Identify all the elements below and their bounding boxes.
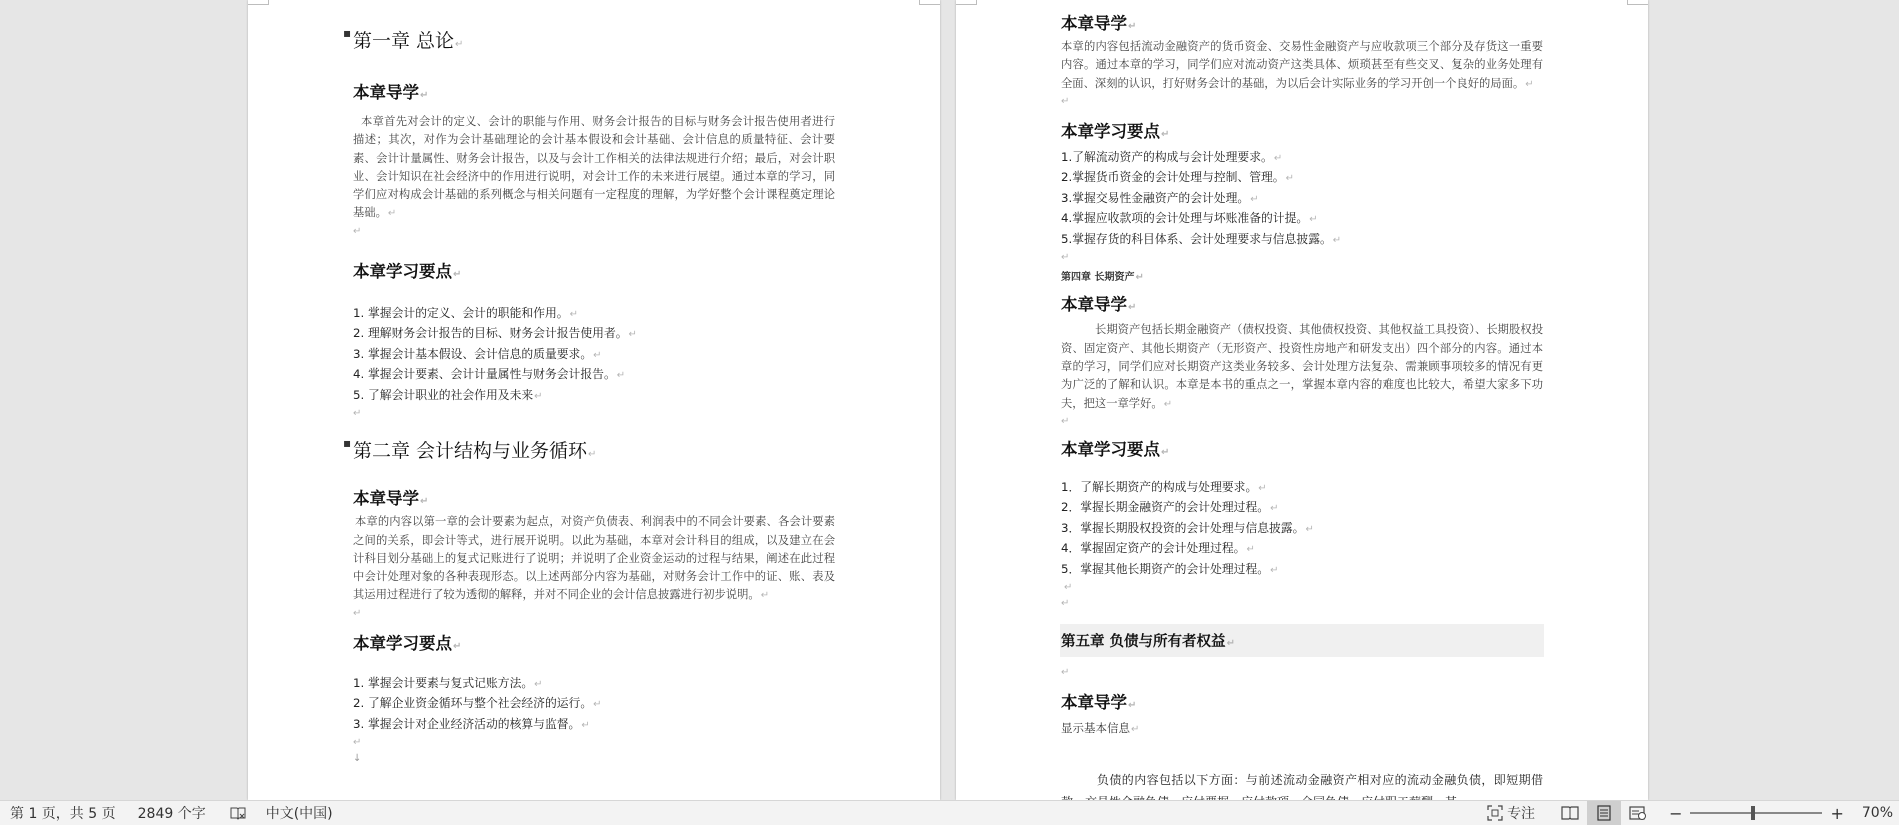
chapter-1-intro-heading[interactable]: 本章导学↵ xyxy=(353,83,429,102)
document-page-1[interactable] xyxy=(248,0,940,800)
read-mode-icon xyxy=(1561,806,1579,820)
chapter-3-points-heading[interactable]: 本章学习要点↵ xyxy=(1061,121,1170,141)
page-break-arrow-icon: ↓ xyxy=(353,753,362,765)
empty-paragraph: ↵ xyxy=(1061,598,1070,610)
chapter-2-title[interactable]: ▪ 第二章 会计结构与业务循环↵ xyxy=(343,436,597,463)
empty-paragraph: ↵ xyxy=(353,408,362,420)
chapter-4-points-list[interactable] xyxy=(1061,478,1543,581)
empty-paragraph: ↵ xyxy=(1061,415,1070,427)
zoom-level[interactable]: 70% xyxy=(1861,805,1893,821)
web-layout-button[interactable] xyxy=(1621,801,1655,825)
list-item[interactable]: 3. 掌握会计基本假设、会计信息的质量要求。↵ xyxy=(353,346,602,361)
proofing-indicator[interactable] xyxy=(206,806,246,820)
read-mode-button[interactable] xyxy=(1553,801,1587,825)
list-item[interactable]: 4.掌握应收款项的会计处理与坏账准备的计提。↵ xyxy=(1061,211,1318,226)
chapter-2-points-heading[interactable]: 本章学习要点↵ xyxy=(353,633,462,653)
show-basic-info-text[interactable]: 显示基本信息↵ xyxy=(1061,721,1140,736)
print-layout-button[interactable] xyxy=(1587,801,1621,825)
list-item[interactable]: 3.掌握交易性金融资产的会计处理。↵ xyxy=(1061,190,1259,205)
list-item[interactable]: 5．掌握其他长期资产的会计处理过程。↵ xyxy=(1061,561,1279,576)
page-corner-mark xyxy=(919,0,940,5)
list-item[interactable]: 1．了解长期资产的构成与处理要求。↵ xyxy=(1061,479,1267,494)
status-bar-right xyxy=(1487,801,1899,825)
chapter-3-intro-paragraph[interactable]: 本章的内容包括流动金融资产的货币资金、交易性金融资产与应收款项三个部分及存货这一重要内容。通过本章的学习，同学们应对流动资产这类具体、烦琐甚至有些交叉、复杂的业务处理有全面、深刻的认识，打好财务会计的基础，为以后会计实际业务的学习开创一个良好的局面。↵ xyxy=(1061,40,1543,90)
empty-paragraph: ↵ xyxy=(353,607,362,619)
zoom-slider-thumb[interactable] xyxy=(1751,806,1755,820)
list-item[interactable]: 3. 掌握会计对企业经济活动的核算与监督。↵ xyxy=(353,716,590,731)
status-bar xyxy=(0,800,1899,825)
empty-paragraph: ↵ xyxy=(1061,95,1070,107)
chapter-1-intro-paragraph[interactable]: 本章首先对会计的定义、会计的职能与作用、财务会计报告的目标与财务会计报告使用者进行描述；其次，对作为会计基础理论的会计基本假设和会计基础、会计信息的质量特征、会计要素、会计计量属性、财务会计报告，以及与会计工作相关的法律法规进行介绍；最后，对会计职业、会计知识在社会经济中的作用进行说明，对会计工作的未来进行展望。通过本章的学习，同学们应对构成会计基础的系列概念与相关问题有一定程度的理解，为学好整个会计课程奠定理论基础。↵ xyxy=(353,115,835,220)
chapter-5-intro-paragraph[interactable]: 负债的内容包括以下方面：与前述流动金融资产相对应的流动金融负债，即短期借 xyxy=(1097,773,1543,788)
empty-paragraph: ↵ xyxy=(1061,252,1070,264)
page-corner-mark xyxy=(1627,0,1648,5)
empty-paragraph: ↵ xyxy=(1064,582,1073,594)
web-layout-icon xyxy=(1629,805,1647,821)
print-layout-icon xyxy=(1597,805,1611,821)
chapter-3-points-list[interactable] xyxy=(1061,148,1543,251)
chapter-1-points-list[interactable] xyxy=(353,304,835,407)
focus-mode-button[interactable]: 专注 xyxy=(1487,803,1535,823)
page-corner-mark xyxy=(248,0,269,5)
chapter-4-intro-heading[interactable]: 本章导学↵ xyxy=(1061,295,1137,315)
chapter-4-title[interactable]: 第四章 长期资产↵ xyxy=(1061,272,1144,284)
heading-bullet-icon: ▪ xyxy=(343,26,352,40)
list-item[interactable]: 2. 理解财务会计报告的目标、财务会计报告使用者。↵ xyxy=(353,326,637,341)
chapter-4-intro-paragraph[interactable]: 长期资产包括长期金融资产（债权投资、其他债权投资、其他权益工具投资）、长期股权投资、固定资产、其他长期资产（无形资产、投资性房地产和研发支出）四个部分的内容。通过本章的学习，同学们应对长期资产这类业务较多、会计处理方法复杂、需兼顾事项较多的情况有更为广泛的了解和认识。本章是本书的重点之一，掌握本章内容的难度也比较大，希望大家多下功夫，把这一章学好。↵ xyxy=(1061,323,1543,410)
list-item[interactable]: 5.掌握存货的科目体系、会计处理要求与信息披露。↵ xyxy=(1061,231,1342,246)
chapter-3-intro-heading[interactable]: 本章导学↵ xyxy=(1061,14,1137,33)
list-item[interactable]: 1. 掌握会计的定义、会计的职能和作用。↵ xyxy=(353,305,578,320)
chapter-2-intro-heading[interactable]: 本章导学↵ xyxy=(353,489,429,509)
word-count-indicator[interactable]: 2849 个字 xyxy=(137,806,206,822)
chapter-5-intro-heading[interactable]: 本章导学↵ xyxy=(1061,693,1137,713)
zoom-out-button[interactable]: − xyxy=(1669,803,1683,823)
heading-bullet-icon: ▪ xyxy=(343,436,352,451)
document-page-2[interactable] xyxy=(956,0,1648,800)
chapter-2-points-list[interactable] xyxy=(353,674,835,736)
zoom-in-button[interactable]: + xyxy=(1830,803,1844,823)
list-item[interactable]: 4. 掌握会计要素、会计计量属性与财务会计报告。↵ xyxy=(353,367,626,382)
list-item[interactable]: 1. 掌握会计要素与复式记账方法。↵ xyxy=(353,675,543,690)
list-item[interactable]: 2.掌握货币资金的会计处理与控制、管理。↵ xyxy=(1061,170,1294,185)
focus-icon xyxy=(1487,805,1503,821)
list-item[interactable]: 4．掌握固定资产的会计处理过程。↵ xyxy=(1061,541,1255,556)
list-item[interactable]: 2. 了解企业资金循环与整个社会经济的运行。↵ xyxy=(353,696,602,711)
chapter-4-points-heading[interactable]: 本章学习要点↵ xyxy=(1061,439,1170,459)
chapter-1-points-heading[interactable]: 本章学习要点↵ xyxy=(353,261,462,281)
language-indicator[interactable]: 中文(中国) xyxy=(265,806,333,822)
zoom-slider[interactable] xyxy=(1690,812,1822,814)
empty-paragraph: ↵ xyxy=(353,737,362,749)
page-corner-mark xyxy=(956,0,977,5)
list-item[interactable]: 5. 了解会计职业的社会作用及未来↵ xyxy=(353,387,543,402)
empty-paragraph: ↵ xyxy=(353,225,362,237)
chapter-5-title[interactable]: 第五章 负债与所有者权益↵ xyxy=(1060,624,1544,657)
page-count-indicator[interactable]: 第 1 页，共 5 页 xyxy=(10,806,116,822)
empty-paragraph: ↵ xyxy=(1061,667,1070,679)
list-item[interactable]: 1.了解流动资产的构成与会计处理要求。↵ xyxy=(1061,149,1283,164)
list-item[interactable]: 2．掌握长期金融资产的会计处理过程。↵ xyxy=(1061,500,1279,515)
chapter-2-intro-paragraph[interactable]: 本章的内容以第一章的会计要素为起点，对资产负债表、利润表中的不同会计要素、各会计要素之间的关系，即会计等式，进行展开说明。以此为基础，本章对会计科目的组成，以及建立在会计科目划分基础上的复式记账进行了说明；并说明了企业资金运动的过程与结果，阐述在此过程中会计处理对象的各种表现形态。以上述两部分内容为基础，对财务会计工作中的证、账、表及其运用过程进行了较为透彻的解释，并对不同企业的会计信息披露进行初步说明。↵ xyxy=(353,515,835,602)
proofing-book-icon xyxy=(230,806,246,820)
list-item[interactable]: 3．掌握长期股权投资的会计处理与信息披露。↵ xyxy=(1061,520,1314,535)
chapter-1-title[interactable]: ▪ 第一章 总论↵ xyxy=(343,26,464,52)
